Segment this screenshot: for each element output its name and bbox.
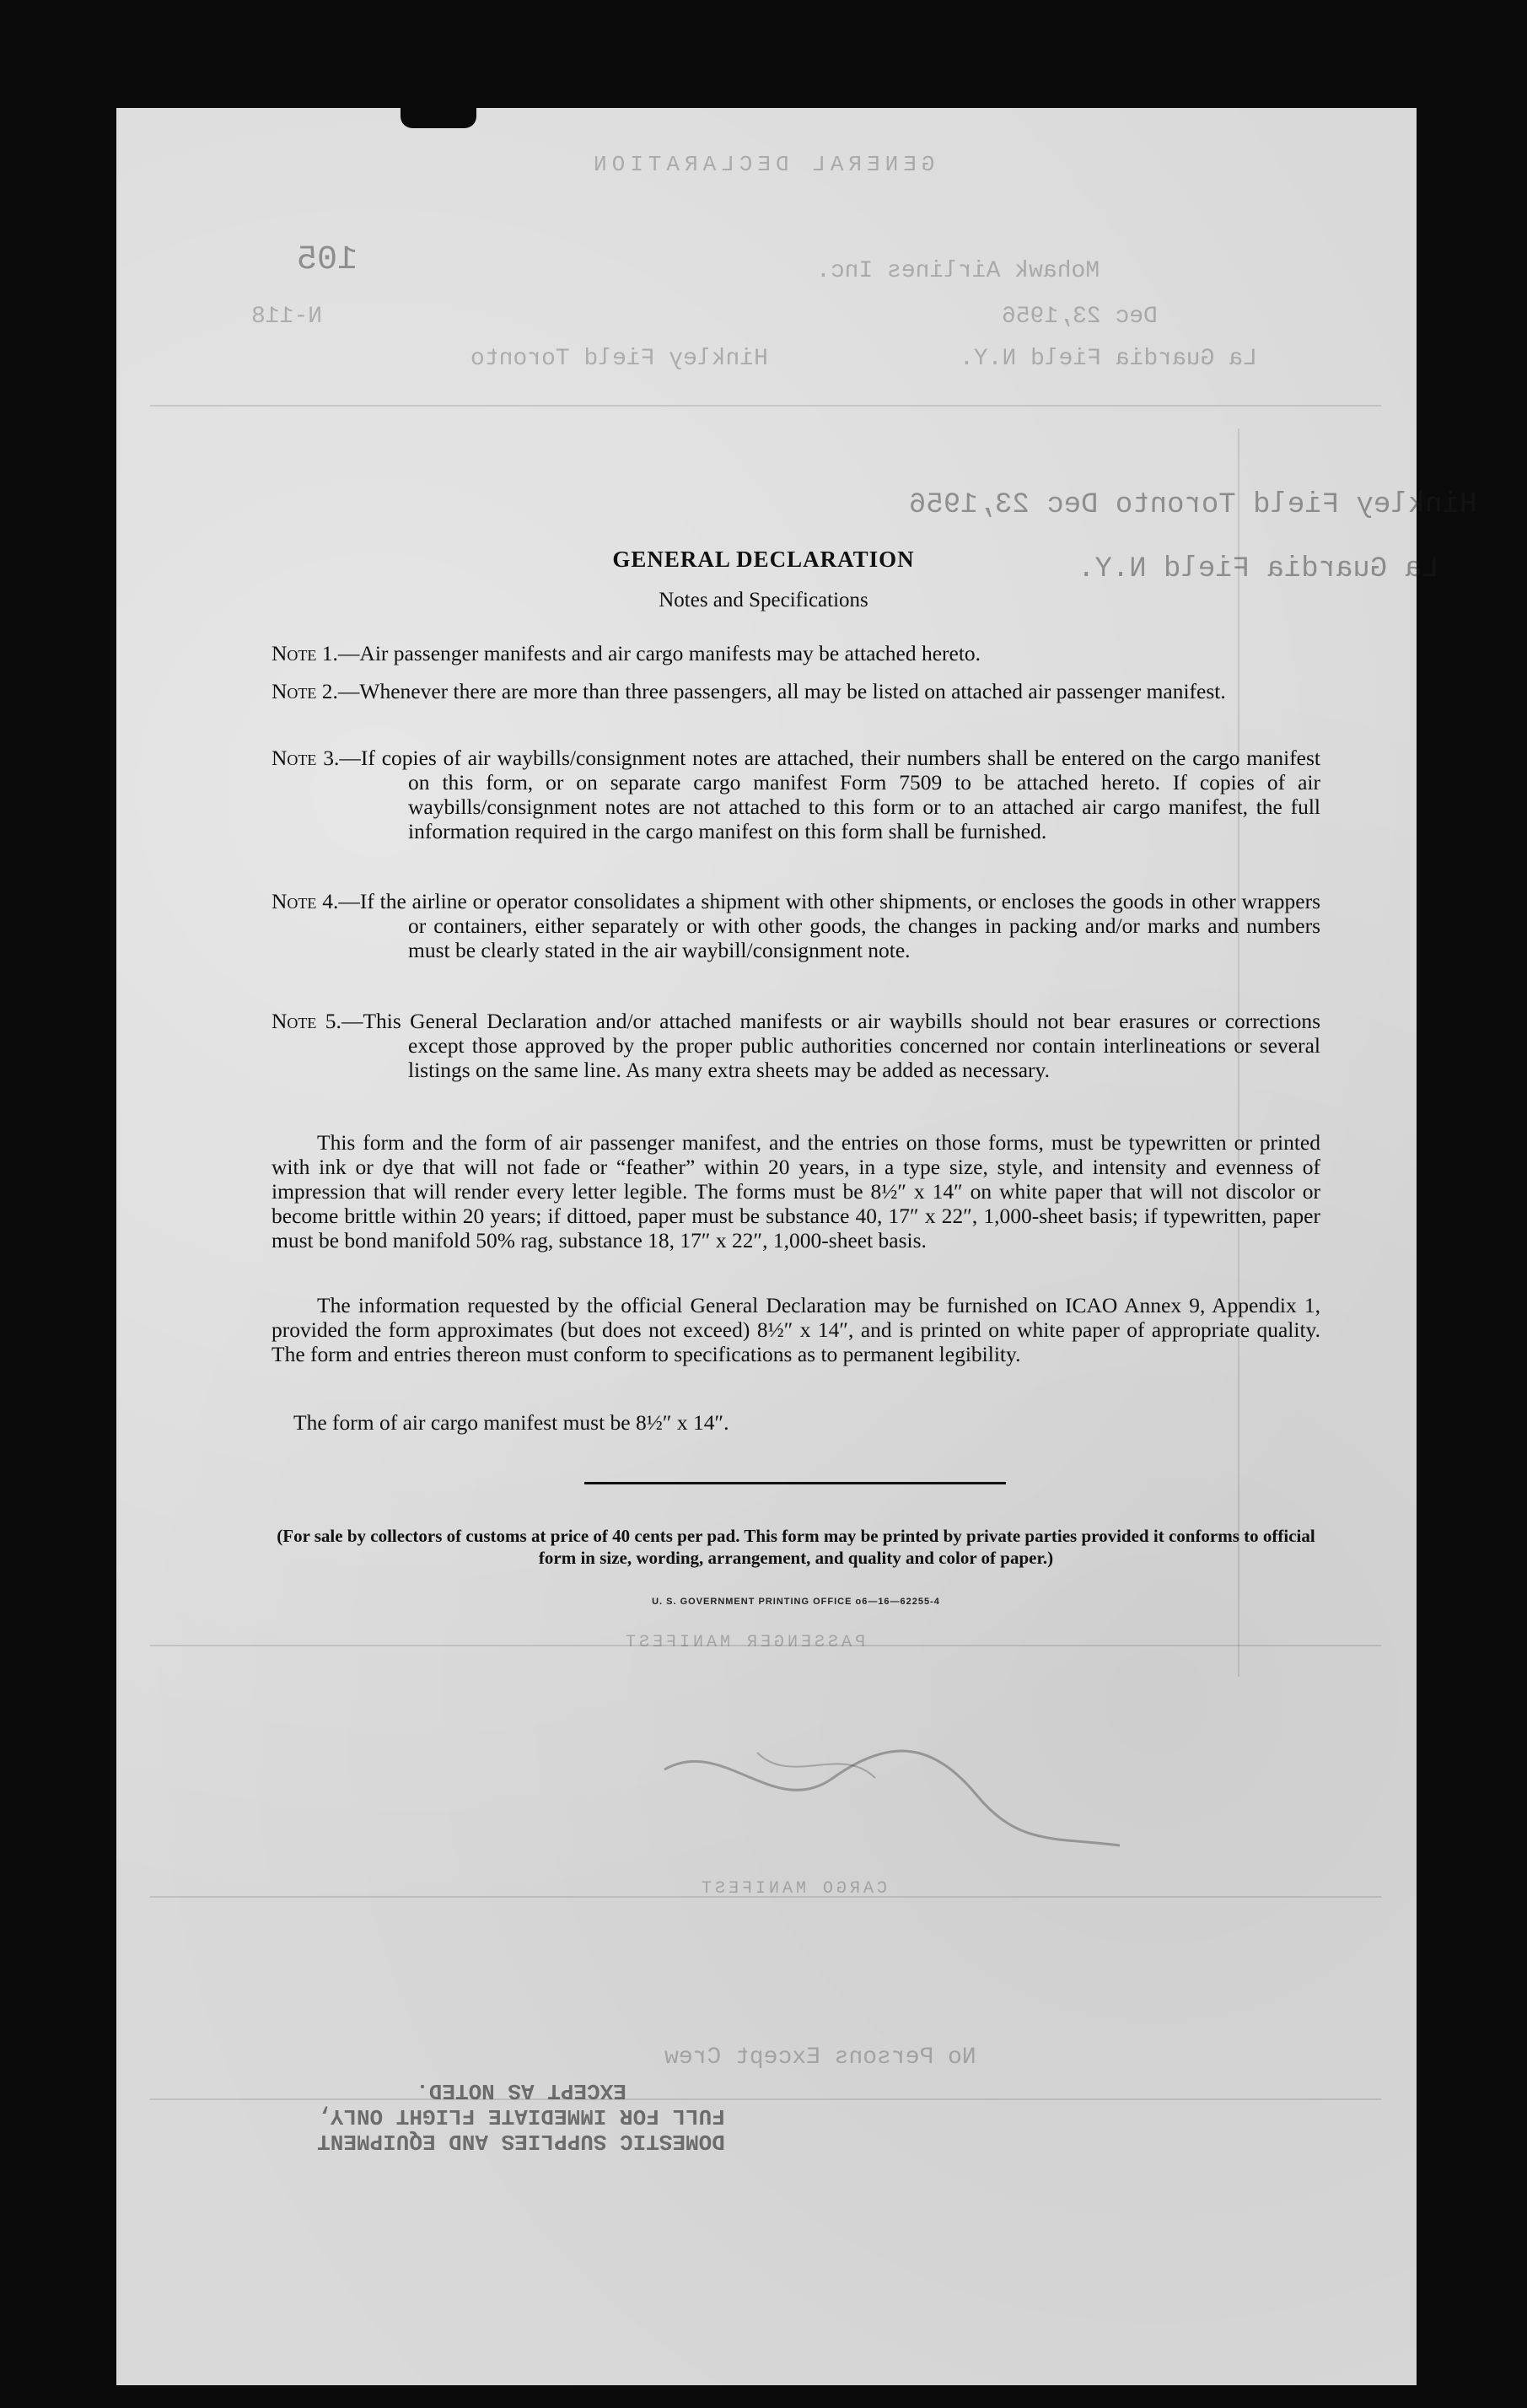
- note-label: Note 5.: [272, 1009, 341, 1033]
- bleed-through-departure: Hinkley Field Toronto: [470, 346, 768, 372]
- note-label: Note 2.: [272, 679, 338, 703]
- note-text: —Air passenger manifests and air cargo manifests may be attached hereto.: [337, 641, 981, 665]
- bleed-through-flight-date: Dec 23,1956: [1002, 304, 1158, 330]
- paragraph-form-requirements: This form and the form of air passenger manifest, and the entries on those forms, must be typewritten or printed with ink or dye that will not fade or “feather” within 20 years, in a type size, style, and intensity and evenness of impression that will render every letter legible. The forms must be 8½″ x 14″ on white paper that will not discolor or become brittle within 20 years; if dittoed, paper must be substance 40, 17″ x 22″, 1,000-sheet basis; if typewritten, paper must be bond manifold 50% rag, substance 18, 17″ x 22″, 1,000-sheet basis.: [272, 1130, 1320, 1252]
- bleed-through-aircraft: N-118: [251, 304, 323, 330]
- note-2: [272, 679, 1320, 703]
- note-text: —This General Declaration and/or attached manifests or air waybills should not bear erasures or corrections except those approved by the proper public authorities concerned nor contain interlineations or several listings on the same line. As many extra sheets may be added as necessary.: [341, 1009, 1320, 1082]
- page-subtitle: Notes and Specifications: [659, 589, 868, 611]
- paragraph-cargo-size: The form of air cargo manifest must be 8½″ x 14″.: [293, 1410, 729, 1435]
- bleed-through-page-number: 105: [297, 241, 358, 279]
- printer-line: U. S. GOVERNMENT PRINTING OFFICE o6—16—62255-4: [652, 1597, 940, 1607]
- bleed-through-cargo-note: No Persons Except Crew: [664, 2044, 976, 2071]
- bleed-through-route-2: La Guardia Field N.Y.: [1078, 553, 1439, 585]
- note-5: [272, 1009, 1320, 1082]
- note-label: Note 1.: [272, 641, 338, 665]
- bleed-through-passenger-title: PASSENGER MANIFEST: [622, 1633, 866, 1652]
- stamp-line: EXCEPT AS NOTED.: [416, 2078, 626, 2104]
- note-text: —If the airline or operator consolidates a shipment with other shipments, or encloses the goods in other wrappers or containers, either separately or with other goods, the changes in packing and/or marks and numbers must be clearly stated in the air waybill/consignment note.: [338, 889, 1321, 962]
- note-4: [272, 889, 1320, 962]
- bleed-through-airline: Mohawk Airlines Inc.: [816, 258, 1100, 284]
- note-1: [272, 641, 1320, 665]
- stamp-line: DOMESTIC SUPPLIES AND EQUIPMENT: [317, 2129, 725, 2154]
- note-text: —Whenever there are more than three passengers, all may be listed on attached air passenger manifest.: [337, 679, 1226, 703]
- note-3: [272, 746, 1320, 843]
- divider-rule: [584, 1482, 1006, 1484]
- stamp-line: FULL FOR IMMEDIATE FLIGHT ONLY,: [317, 2104, 725, 2129]
- page-title: GENERAL DECLARATION: [612, 547, 915, 572]
- bleed-through-header: GENERAL DECLARATION: [589, 152, 935, 177]
- note-label: Note 3.: [272, 746, 340, 770]
- note-text: —If copies of air waybills/consignment notes are attached, their numbers shall be entered on the cargo manifest on this form, or on separate cargo manifest Form 7509 to be attached hereto. If copies of air waybills/consignment notes are not attached to this form or to an attached air cargo manifest, the full information required in the cargo manifest on this form shall be furnished.: [339, 746, 1321, 843]
- sale-note: (For sale by collectors of customs at price of 40 cents per pad. This form may be printed by private parties provided it conforms to official form in size, wording, arrangement, and quality and color of paper.): [277, 1526, 1315, 1568]
- paragraph-icao: The information requested by the official General Declaration may be furnished on ICAO Annex 9, Appendix 1, provided the form approximates (but does not exceed) 8½″ x 14″, and is printed on white paper of appropriate quality. The form and entries thereon must conform to specifications as to permanent legibility.: [272, 1293, 1320, 1366]
- note-label: Note 4.: [272, 889, 339, 913]
- bleed-through-cargo-title: CARGO MANIFEST: [698, 1879, 888, 1899]
- bleed-through-arrival: La Guardia Field N.Y.: [960, 346, 1257, 372]
- bleed-through-route-1: Hinkley Field Toronto Dec 23,1956: [909, 489, 1477, 521]
